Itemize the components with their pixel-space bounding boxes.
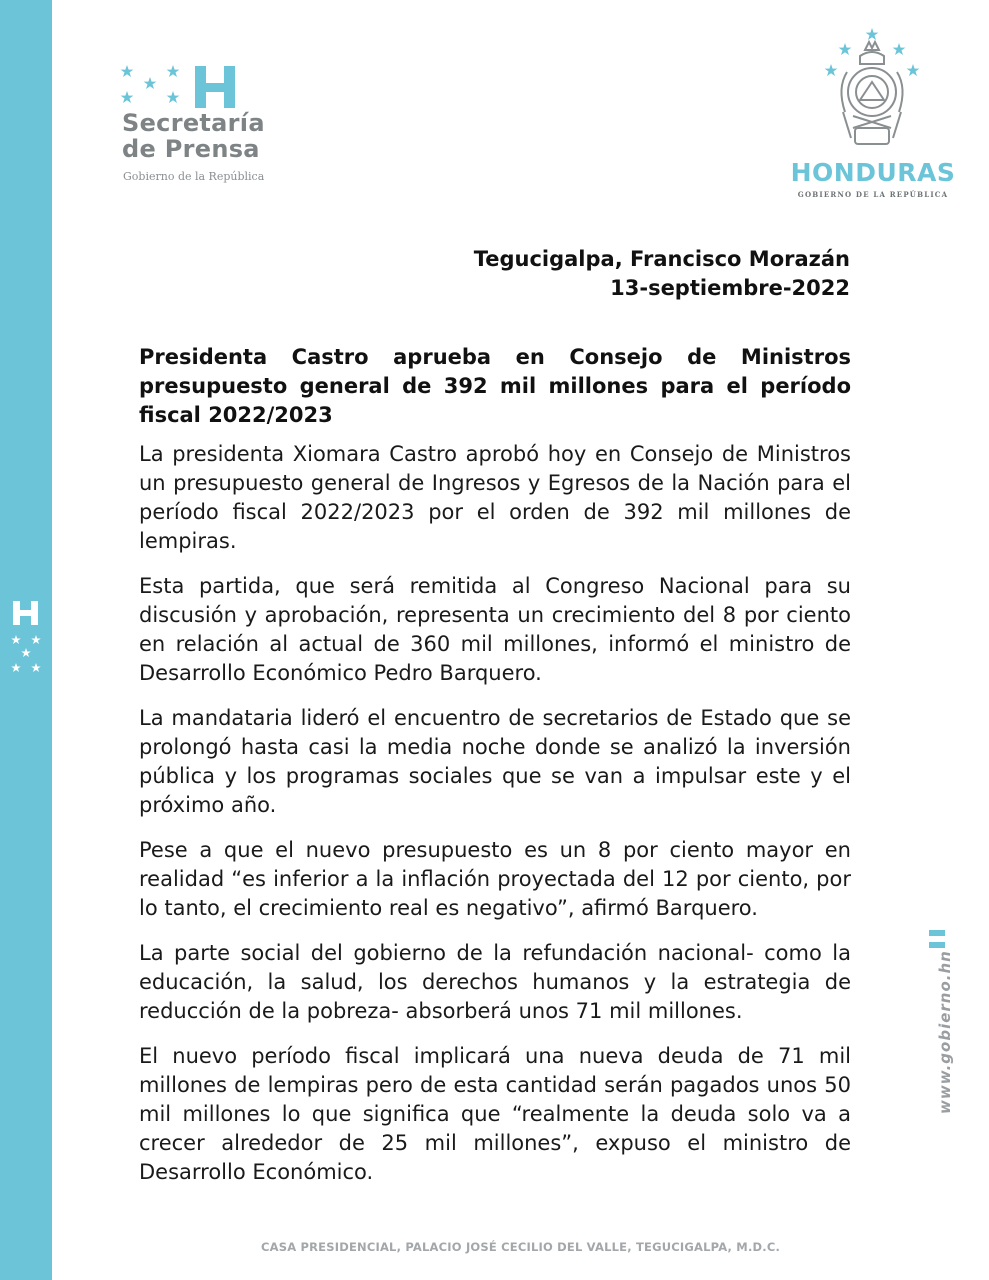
honduras-title: HONDURAS [790,158,956,187]
paragraph-3: La mandataria lideró el encuentro de secretarios de Estado que se prolongó hasta casi la media noche donde se analizó la inversión pública y los programas sociales que se van a impulsar este y el próximo año. [139,706,851,817]
honduras-subtitle: GOBIERNO DE LA REPÚBLICA [797,190,949,199]
website-sidebar [923,930,954,1130]
footer-address: CASA PRESIDENCIAL, PALACIO JOSÉ CECILIO DEL VALLE, TEGUCIGALPA, M.D.C. [260,1240,781,1254]
coat-of-arms-icon [825,28,919,156]
logo-title-line2: de Prensa [122,135,260,163]
logo-subtitle: Gobierno de la República [123,170,265,183]
article-headline: Presidenta Castro aprueba en Consejo de Ministros presupuesto general de 392 mil millones para el período fiscal 2022/2023 [139,345,851,427]
h-monogram-stars-icon [10,597,42,679]
logo-title-line1: Secretaría [122,109,265,137]
honduras-government-logo [783,28,963,203]
website-marker-icon [929,930,945,950]
secretaria-de-prensa-logo [118,62,293,188]
paragraph-1: La presidenta Xiomara Castro aprobó hoy en Consejo de Ministros un presupuesto general de Ingresos y Egresos de la Nación para el período fiscal 2022/2023 por el orden de 392 mil millones de lempiras. [139,442,851,553]
paragraph-5: La parte social del gobierno de la refundación nacional- como la educación, la salud, los derechos humanos y la estrategia de reducción de la pobreza- absorberá unos 71 mil millones. [139,941,851,1023]
paragraph-4: Pese a que el nuevo presupuesto es un 8 por ciento mayor en realidad “es inferior a la inflación proyectada del 12 por ciento, por lo tanto, el crecimiento real es negativo”, afirmó Barquero. [139,838,851,920]
website-url: www.gobierno.hn [936,950,954,1114]
dateline [474,245,850,303]
dateline-place: Tegucigalpa, Francisco Morazán [473,247,850,271]
article-body [139,440,851,1203]
dateline-date: 13-septiembre-2022 [610,276,850,300]
paragraph-6: El nuevo período fiscal implicará una nueva deuda de 71 mil millones de lempiras pero de esta cantidad serán pagados unos 50 mil millones lo que significa que “realmente la deuda solo va a crecer alrededor de 25 mil millones”, expuso el ministro de Desarrollo Económico. [139,1044,851,1184]
paragraph-2: Esta partida, que será remitida al Congreso Nacional para su discusión y aprobación, representa un crecimiento del 8 por ciento en relación al actual de 360 mil millones, informó el ministro de Desarrollo Económico Pedro Barquero. [139,574,851,685]
h-monogram-icon [193,66,237,110]
left-sidebar-band [0,0,52,1280]
logo-title [122,110,297,162]
star-cluster-icon [118,62,193,110]
